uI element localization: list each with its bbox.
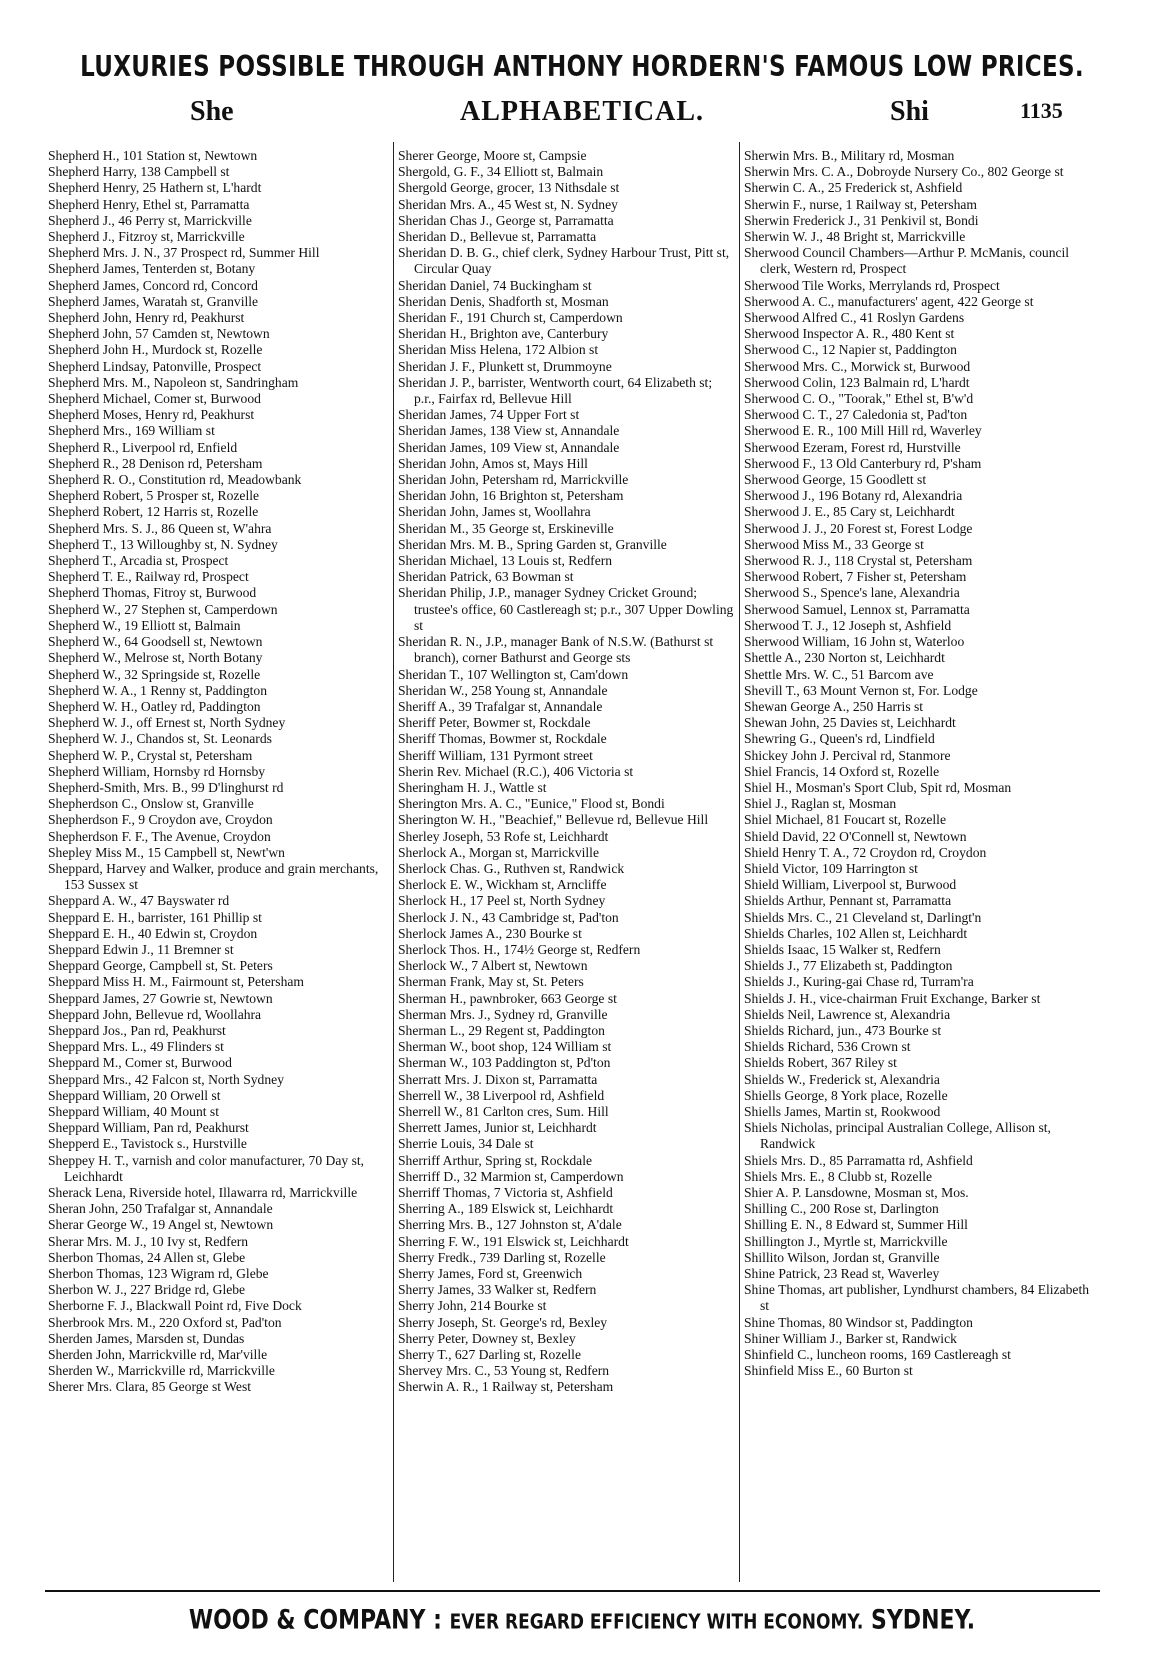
directory-entry: Shine Patrick, 23 Read st, Waverley xyxy=(744,1266,940,1282)
directory-entry: Sherlock H., 17 Peel st, North Sydney xyxy=(398,893,606,909)
directory-entry: Sherwin W. J., 48 Bright st, Marrickville xyxy=(744,229,966,245)
directory-entry: Shepherd Henry, Ethel st, Parramatta xyxy=(48,196,250,212)
directory-entry: Shiels Mrs. D., 85 Parramatta rd, Ashfield xyxy=(744,1152,973,1168)
directory-entry: Shepherd H., 101 Station st, Newtown xyxy=(48,148,258,163)
directory-entry: Shilling E. N., 8 Edward st, Summer Hill xyxy=(744,1217,968,1233)
directory-entry: Shield David, 22 O'Connell st, Newtown xyxy=(744,828,967,844)
directory-entry: Shepley Miss M., 15 Campbell st, Newt'wn xyxy=(48,844,285,860)
directory-entry: Sherwood C. O., "Toorak," Ethel st, B'w'd xyxy=(744,391,974,407)
directory-entry: Shevill T., 63 Mount Vernon st, For. Lodge xyxy=(744,682,978,698)
directory-entry: Sherry T., 627 Darling st, Rozelle xyxy=(398,1347,581,1363)
directory-entry: Shiner William J., Barker st, Randwick xyxy=(744,1330,957,1346)
directory-entry: Sherwood C. T., 27 Caledonia st, Pad'ton xyxy=(744,407,968,423)
directory-entry: Sherriff Thomas, 7 Victoria st, Ashfield xyxy=(398,1185,613,1200)
advert-slogan: EVER REGARD EFFICIENCY WITH ECONOMY. xyxy=(449,1610,864,1635)
directory-entry: Shiel Michael, 81 Foucart st, Rozelle xyxy=(744,812,946,828)
directory-entry: Sheriff Thomas, Bowmer st, Rockdale xyxy=(398,731,607,747)
directory-entry: Shepherd Michael, Comer st, Burwood xyxy=(48,391,261,407)
advert-city: SYDNEY. xyxy=(871,1605,976,1636)
directory-entry: Shepherdson F., 9 Croydon ave, Croydon xyxy=(48,812,273,828)
directory-entry: Sheridan Patrick, 63 Bowman st xyxy=(398,569,574,585)
advert-company: WOOD & COMPANY : xyxy=(188,1605,442,1636)
directory-entry: Shiels Nicholas, principal Australian College, Allison st, Randwick xyxy=(744,1120,1051,1152)
directory-entry: Sheridan Denis, Shadforth st, Mosman xyxy=(398,293,609,309)
directory-entry: Sheridan M., 35 George st, Erskineville xyxy=(398,520,614,536)
directory-entry: Sheridan R. N., J.P., manager Bank of N.S.W. (Bathurst st branch), corner Bathurst and George sts xyxy=(398,634,714,666)
directory-entry: Shepherd Mrs., 169 William st xyxy=(48,423,215,439)
directory-entry: Shields J., Kuring-gai Chase rd, Turram'ra xyxy=(744,974,974,990)
directory-entry: Shewring G., Queen's rd, Lindfield xyxy=(744,731,935,747)
directory-entry: Sheridan J. P., barrister, Wentworth court, 64 Elizabeth st; p.r., Fairfax rd, Bellevue Hill xyxy=(398,374,713,407)
directory-entry: Shields J., 77 Elizabeth st, Paddington xyxy=(744,958,953,974)
directory-entry: Sheridan Mrs. M. B., Spring Garden st, Granville xyxy=(398,536,667,552)
directory-entry: Shepherd Mrs. M., Napoleon st, Sandringham xyxy=(48,374,299,390)
directory-entry: Shepherd-Smith, Mrs. B., 99 D'linghurst rd xyxy=(48,779,284,795)
directory-entry: Sherlock J. N., 43 Cambridge st, Pad'ton xyxy=(398,909,619,925)
directory-entry: Sherwin Mrs. C. A., Dobroyde Nursery Co., 802 George st xyxy=(744,164,1064,180)
directory-entry: Sherratt Mrs. J. Dixon st, Parramatta xyxy=(398,1071,598,1087)
directory-entry: Shepherdson C., Onslow st, Granville xyxy=(48,796,254,812)
directory-entry: Shergold, G. F., 34 Elliott st, Balmain xyxy=(398,164,604,180)
directory-entry: Sherriff Arthur, Spring st, Rockdale xyxy=(398,1152,593,1168)
directory-entry: Sherwin C. A., 25 Frederick st, Ashfield xyxy=(744,180,963,196)
directory-entry: Sherlock E. W., Wickham st, Arncliffe xyxy=(398,877,607,893)
directory-entry: Sherman Frank, May st, St. Peters xyxy=(398,974,584,990)
directory-entry: Shettle Mrs. W. C., 51 Barcom ave xyxy=(744,666,934,682)
directory-entry: Shepherd James, Concord rd, Concord xyxy=(48,277,258,293)
directory-entry: Sheppard M., Comer st, Burwood xyxy=(48,1055,232,1071)
directory-entry: Sherwood T. J., 12 Joseph st, Ashfield xyxy=(744,617,952,633)
directory-entry: Sherry John, 214 Bourke st xyxy=(398,1298,547,1314)
directory-entry: Shepherd Lindsay, Patonville, Prospect xyxy=(48,358,262,374)
right-guide-word: Shi xyxy=(890,96,929,127)
directory-entry: Shine Thomas, art publisher, Lyndhurst chambers, 84 Elizabeth st xyxy=(744,1282,1090,1314)
directory-entry: Shield Henry T. A., 72 Croydon rd, Croydon xyxy=(744,844,987,860)
directory-entry: Shepherd James, Tenterden st, Botany xyxy=(48,261,256,277)
directory-entry: Sheridan F., 191 Church st, Camperdown xyxy=(398,310,623,326)
directory-entry: Shields Neil, Lawrence st, Alexandria xyxy=(744,1006,951,1022)
directory-entry: Sherwin Frederick J., 31 Penkivil st, Bondi xyxy=(744,212,979,228)
directory-entry: Sheridan John, 16 Brighton st, Petersham xyxy=(398,488,624,504)
directory-entry: Shepherd T., 13 Willoughby st, N. Sydney xyxy=(48,536,278,552)
directory-entry: Shiells James, Martin st, Rookwood xyxy=(744,1103,941,1119)
directory-entry: Sherwood C., 12 Napier st, Paddington xyxy=(744,342,957,358)
directory-entry: Sherry James, 33 Walker st, Redfern xyxy=(398,1282,597,1298)
directory-entry: Sherbon Thomas, 123 Wigram rd, Glebe xyxy=(48,1266,269,1282)
directory-entry: Shiells George, 8 York place, Rozelle xyxy=(744,1087,948,1103)
directory-entry: Sherring F. W., 191 Elswick st, Leichhardt xyxy=(398,1233,629,1249)
directory-entry: Shepherd Mrs. J. N., 37 Prospect rd, Summer Hill xyxy=(48,245,320,261)
directory-entry: Sheridan D. B. G., chief clerk, Sydney Harbour Trust, Pitt st, Circular Quay xyxy=(398,245,730,277)
directory-entry: Sherwood J., 196 Botany rd, Alexandria xyxy=(744,488,963,504)
directory-entry: Sheppard William, 20 Orwell st xyxy=(48,1087,221,1103)
directory-entry: Shepherd W., Melrose st, North Botany xyxy=(48,650,263,666)
directory-entry: Sheridan John, James st, Woollahra xyxy=(398,504,591,520)
directory-entry: Sherar George W., 19 Angel st, Newtown xyxy=(48,1217,274,1233)
directory-entry: Sheppard E. H., 40 Edwin st, Croydon xyxy=(48,925,258,941)
directory-entry: Sheridan John, Petersham rd, Marrickville xyxy=(398,472,629,488)
directory-entry: Shepherd W. A., 1 Renny st, Paddington xyxy=(48,682,268,698)
directory-entry: Shervey Mrs. C., 53 Young st, Redfern xyxy=(398,1363,610,1379)
directory-entry: Shepherd Moses, Henry rd, Peakhurst xyxy=(48,407,255,423)
directory-entry: Shepherd Robert, 12 Harris st, Rozelle xyxy=(48,504,259,520)
directory-entry: Shinfield Miss E., 60 Burton st xyxy=(744,1363,913,1379)
directory-entry: Shepherd W., 32 Springside st, Rozelle xyxy=(48,666,261,682)
directory-entry: Sherring A., 189 Elswick st, Leichhardt xyxy=(398,1201,614,1217)
directory-entry: Sheridan James, 74 Upper Fort st xyxy=(398,407,580,423)
directory-entry: Shergold George, grocer, 13 Nithsdale st xyxy=(398,180,620,196)
directory-entry: Sherrell W., 81 Carlton cres, Sum. Hill xyxy=(398,1103,609,1119)
page-number: 1135 xyxy=(1020,98,1063,123)
directory-entry: Sherwood A. C., manufacturers' agent, 422 George st xyxy=(744,293,1034,309)
directory-entry: Shepherd J., Fitzroy st, Marrickville xyxy=(48,229,245,245)
directory-entry: Sherer Mrs. Clara, 85 George st West xyxy=(48,1379,252,1395)
directory-entry: Sherwood F., 13 Old Canterbury rd, P'sham xyxy=(744,455,982,471)
directory-entry: Sheridan Chas J., George st, Parramatta xyxy=(398,212,614,228)
directory-entry: Sheppard, Harvey and Walker, produce and grain merchants, 153 Sussex st xyxy=(48,860,379,893)
directory-entry: Sherwood Tile Works, Merrylands rd, Prospect xyxy=(744,277,1000,293)
directory-entry: Shields Richard, jun., 473 Bourke st xyxy=(744,1022,942,1038)
directory-entry: Shepherd Thomas, Fitroy st, Burwood xyxy=(48,585,257,601)
directory-column-3 xyxy=(744,148,1090,1583)
directory-entry: Sherack Lena, Riverside hotel, Illawarra rd, Marrickville xyxy=(48,1185,358,1200)
directory-entry: Shepherd R., Liverpool rd, Enfield xyxy=(48,439,238,455)
directory-entry: Sheppard John, Bellevue rd, Woollahra xyxy=(48,1006,262,1022)
column-divider-right xyxy=(739,142,740,1582)
directory-entry: Sherley Joseph, 53 Rofe st, Leichhardt xyxy=(398,828,609,844)
directory-entry: Sherwood S., Spence's lane, Alexandria xyxy=(744,585,960,601)
directory-entry: Sheridan Michael, 13 Louis st, Redfern xyxy=(398,553,613,569)
page-title: ALPHABETICAL. xyxy=(459,96,705,127)
directory-entry: Sherwood Mrs. C., Morwick st, Burwood xyxy=(744,358,971,374)
directory-entry: Sherman W., 103 Paddington st, Pd'ton xyxy=(398,1055,611,1071)
directory-entry: Sherwood Colin, 123 Balmain rd, L'hardt xyxy=(744,374,970,390)
advert-banner-bottom xyxy=(0,1606,1164,1636)
directory-entry: Shier A. P. Lansdowne, Mosman st, Mos. xyxy=(744,1185,969,1200)
directory-entry: Shields J. H., vice-chairman Fruit Exchange, Barker st xyxy=(744,990,1041,1006)
directory-entry: Sherwin A. R., 1 Railway st, Petersham xyxy=(398,1379,614,1395)
directory-entry: Sherar Mrs. M. J., 10 Ivy st, Redfern xyxy=(48,1233,249,1249)
directory-entry: Shields Richard, 536 Crown st xyxy=(744,1039,911,1055)
directory-entry: Sheppard A. W., 47 Bayswater rd xyxy=(48,893,230,909)
directory-entry: Sherlock W., 7 Albert st, Newtown xyxy=(398,958,588,974)
directory-entry: Shine Thomas, 80 Windsor st, Paddington xyxy=(744,1314,973,1330)
directory-entry: Shepherd R. O., Constitution rd, Meadowbank xyxy=(48,472,302,488)
directory-entry: Sherry Peter, Downey st, Bexley xyxy=(398,1330,576,1346)
directory-entry: Shewan John, 25 Davies st, Leichhardt xyxy=(744,715,956,731)
directory-entry: Sheridan Daniel, 74 Buckingham st xyxy=(398,277,592,293)
directory-entry: Shepherd W. J., off Ernest st, North Sydney xyxy=(48,715,286,731)
left-guide-word: She xyxy=(190,96,234,127)
directory-entry: Shields Arthur, Pennant st, Parramatta xyxy=(744,893,952,909)
directory-entry: Sheridan Miss Helena, 172 Albion st xyxy=(398,342,599,358)
directory-entry: Shepherd William, Hornsby rd Hornsby xyxy=(48,763,266,779)
directory-entry: Sherbon Thomas, 24 Allen st, Glebe xyxy=(48,1249,246,1265)
directory-entry: Sheppard Miss H. M., Fairmount st, Petersham xyxy=(48,974,305,990)
directory-entry: Shinfield C., luncheon rooms, 169 Castlereagh st xyxy=(744,1347,1011,1363)
directory-entry: Sherwood J. E., 85 Cary st, Leichhardt xyxy=(744,504,955,520)
directory-entry: Sherman W., boot shop, 124 William st xyxy=(398,1039,612,1055)
directory-entry: Shepherd James, Waratah st, Granville xyxy=(48,293,259,309)
directory-entry: Sherlock Chas. G., Ruthven st, Randwick xyxy=(398,860,625,876)
directory-column-1 xyxy=(48,148,394,1583)
directory-entry: Sherry Joseph, St. George's rd, Bexley xyxy=(398,1314,608,1330)
directory-entry: Sherborne F. J., Blackwall Point rd, Five Dock xyxy=(48,1298,302,1314)
directory-entry: Shepherd R., 28 Denison rd, Petersham xyxy=(48,455,263,471)
directory-entry: Sheppard E. H., barrister, 161 Phillip st xyxy=(48,909,262,925)
directory-entry: Sherwood William, 16 John st, Waterloo xyxy=(744,634,965,650)
directory-entry: Shickey John J. Percival rd, Stanmore xyxy=(744,747,951,763)
directory-entry: Sheridan John, Amos st, Mays Hill xyxy=(398,455,588,471)
directory-entry: Shepherd W., 19 Elliott st, Balmain xyxy=(48,617,241,633)
directory-entry: Sherden James, Marsden st, Dundas xyxy=(48,1330,245,1346)
directory-entry: Shepherdson F. F., The Avenue, Croydon xyxy=(48,828,271,844)
directory-entry: Sherwood Miss M., 33 George st xyxy=(744,536,924,552)
directory-entry: Sheppard William, 40 Mount st xyxy=(48,1103,220,1119)
directory-entry: Shields Isaac, 15 Walker st, Redfern xyxy=(744,941,941,957)
directory-entry: Shepherd John, Henry rd, Peakhurst xyxy=(48,310,245,326)
directory-entry: Sheriff William, 131 Pyrmont street xyxy=(398,747,593,763)
directory-entry: Sheridan H., Brighton ave, Canterbury xyxy=(398,326,609,342)
directory-entry: Shewan George A., 250 Harris st xyxy=(744,698,924,714)
directory-entry: Shepherd John, 57 Camden st, Newtown xyxy=(48,326,270,342)
directory-entry: Sherlock A., Morgan st, Marrickville xyxy=(398,844,599,860)
directory-entry: Sherwood J. J., 20 Forest st, Forest Lodge xyxy=(744,520,973,536)
directory-entry: Sheppard Jos., Pan rd, Peakhurst xyxy=(48,1022,226,1038)
directory-entry: Sheppard William, Pan rd, Peakhurst xyxy=(48,1120,249,1136)
directory-entry: Shields Mrs. C., 21 Cleveland st, Darlingt'n xyxy=(744,909,982,925)
directory-entry: Sherwood Ezeram, Forest rd, Hurstville xyxy=(744,439,961,455)
directory-entry: Shepherd T. E., Railway rd, Prospect xyxy=(48,569,249,585)
directory-entry: Sheppard Mrs. L., 49 Flinders st xyxy=(48,1039,224,1055)
directory-entry: Shepherd W. H., Oatley rd, Paddington xyxy=(48,698,261,714)
directory-entry: Shepherd J., 46 Perry st, Marrickville xyxy=(48,212,252,228)
directory-entry: Sheppey H. T., varnish and color manufacturer, 70 Day st, Leichhardt xyxy=(48,1152,365,1184)
directory-entry: Sheriff A., 39 Trafalgar st, Annandale xyxy=(398,698,603,714)
directory-entry: Shields Charles, 102 Allen st, Leichhardt xyxy=(744,925,968,941)
directory-entry: Sherden W., Marrickville rd, Marrickville xyxy=(48,1363,275,1379)
directory-entry: Sherwood Inspector A. R., 480 Kent st xyxy=(744,326,955,342)
directory-entry: Sheridan Philip, J.P., manager Sydney Cricket Ground; trustee's office, 60 Castlereagh st; p.r., 307 Upper Dowling st xyxy=(398,585,734,633)
directory-entry: Shiel J., Raglan st, Mosman xyxy=(744,796,897,812)
directory-entry: Sherman Mrs. J., Sydney rd, Granville xyxy=(398,1006,608,1022)
directory-entry: Sheringham H. J., Wattle st xyxy=(398,779,547,795)
directory-entry: Sherington Mrs. A. C., "Eunice," Flood st, Bondi xyxy=(398,796,665,812)
directory-entry: Sheppard James, 27 Gowrie st, Newtown xyxy=(48,990,273,1006)
directory-entry: Shepherd T., Arcadia st, Prospect xyxy=(48,553,229,569)
directory-entry: Shettle A., 230 Norton st, Leichhardt xyxy=(744,650,945,666)
directory-entry: Sherington W. H., "Beachief," Bellevue rd, Bellevue Hill xyxy=(398,812,709,828)
directory-entry: Sherbrook Mrs. M., 220 Oxford st, Pad'ton xyxy=(48,1314,282,1330)
directory-entry: Sherwin Mrs. B., Military rd, Mosman xyxy=(744,148,955,163)
directory-entry: Shiel H., Mosman's Sport Club, Spit rd, Mosman xyxy=(744,779,1012,795)
directory-entry: Sherwood Council Chambers—Arthur P. McManis, council clerk, Western rd, Prospect xyxy=(744,245,1070,277)
directory-entry: Sheran John, 250 Trafalgar st, Annandale xyxy=(48,1201,273,1217)
directory-entry: Sherman H., pawnbroker, 663 George st xyxy=(398,990,617,1006)
directory-entry: Sherry James, Ford st, Greenwich xyxy=(398,1266,583,1282)
directory-entry: Sherer George, Moore st, Campsie xyxy=(398,148,587,163)
directory-entry: Shepherd W., 27 Stephen st, Camperdown xyxy=(48,601,278,617)
directory-entry: Sheridan W., 258 Young st, Annandale xyxy=(398,682,608,698)
directory-entry: Sheridan T., 107 Wellington st, Cam'down xyxy=(398,666,629,682)
directory-entry: Shepherd W., 64 Goodsell st, Newtown xyxy=(48,634,263,650)
directory-entry: Shepherd Robert, 5 Prosper st, Rozelle xyxy=(48,488,260,504)
directory-entry: Shields Robert, 367 Riley st xyxy=(744,1055,897,1071)
directory-entry: Sherring Mrs. B., 127 Johnston st, A'dale xyxy=(398,1217,622,1233)
directory-entry: Shillington J., Myrtle st, Marrickville xyxy=(744,1233,948,1249)
directory-entry: Sherlock James A., 230 Bourke st xyxy=(398,925,582,941)
directory-entry: Sherwin F., nurse, 1 Railway st, Petersham xyxy=(744,196,977,212)
directory-entry: Shepherd John H., Murdock st, Rozelle xyxy=(48,342,263,358)
directory-entry: Sheridan J. F., Plunkett st, Drummoyne xyxy=(398,358,612,374)
directory-entry: Sherin Rev. Michael (R.C.), 406 Victoria st xyxy=(398,763,634,779)
directory-entry: Sheridan James, 138 View st, Annandale xyxy=(398,423,620,439)
directory-entry: Sherman L., 29 Regent st, Paddington xyxy=(398,1022,605,1038)
directory-entry: Shepherd Henry, 25 Hathern st, L'hardt xyxy=(48,180,262,196)
directory-entry: Sherrett James, Junior st, Leichhardt xyxy=(398,1120,597,1136)
directory-entry: Sheppard Mrs., 42 Falcon st, North Sydney xyxy=(48,1071,284,1087)
directory-entry: Sheppard George, Campbell st, St. Peters xyxy=(48,958,273,974)
directory-entry: Sherrie Louis, 34 Dale st xyxy=(398,1136,534,1152)
directory-entry: Shillito Wilson, Jordan st, Granville xyxy=(744,1249,940,1265)
directory-entry: Sheridan James, 109 View st, Annandale xyxy=(398,439,620,455)
advert-banner-top: LUXURIES POSSIBLE THROUGH ANTHONY HORDERN'S FAMOUS LOW PRICES. xyxy=(80,50,1084,84)
directory-entry: Shepperd E., Tavistock s., Hurstville xyxy=(48,1136,247,1152)
directory-entry: Sherry Fredk., 739 Darling st, Rozelle xyxy=(398,1249,606,1265)
directory-entry: Sheriff Peter, Bowmer st, Rockdale xyxy=(398,715,591,731)
directory-entry: Sheridan Mrs. A., 45 West st, N. Sydney xyxy=(398,196,618,212)
directory-entry: Shepherd Harry, 138 Campbell st xyxy=(48,164,230,180)
directory-entry: Sherbon W. J., 227 Bridge rd, Glebe xyxy=(48,1282,246,1298)
directory-entry: Shilling C., 200 Rose st, Darlington xyxy=(744,1201,939,1217)
directory-entry: Shiels Mrs. E., 8 Clubb st, Rozelle xyxy=(744,1168,933,1184)
directory-entry: Sherrell W., 38 Liverpool rd, Ashfield xyxy=(398,1087,605,1103)
directory-entry: Shield William, Liverpool st, Burwood xyxy=(744,877,957,893)
directory-entry: Sherwood Alfred C., 41 Roslyn Gardens xyxy=(744,310,965,326)
directory-entry: Sherwood E. R., 100 Mill Hill rd, Waverley xyxy=(744,423,982,439)
directory-entry: Sheridan D., Bellevue st, Parramatta xyxy=(398,229,597,245)
directory-column-2 xyxy=(398,148,736,1583)
directory-entry: Sherwood R. J., 118 Crystal st, Petersham xyxy=(744,553,973,569)
directory-entry: Sheppard Edwin J., 11 Bremner st xyxy=(48,941,234,957)
directory-entry: Sherriff D., 32 Marmion st, Camperdown xyxy=(398,1168,624,1184)
directory-entry: Shepherd W. P., Crystal st, Petersham xyxy=(48,747,253,763)
page-header xyxy=(0,96,1164,132)
directory-entry: Shiel Francis, 14 Oxford st, Rozelle xyxy=(744,763,940,779)
directory-entry: Shields W., Frederick st, Alexandria xyxy=(744,1071,940,1087)
directory-entry: Sherwood George, 15 Goodlett st xyxy=(744,472,927,488)
directory-entry: Shepherd W. J., Chandos st, St. Leonards xyxy=(48,731,272,747)
directory-entry: Sherden John, Marrickville rd, Mar'ville xyxy=(48,1347,268,1363)
directory-entry: Shepherd Mrs. S. J., 86 Queen st, W'ahra xyxy=(48,520,272,536)
directory-entry: Sherwood Samuel, Lennox st, Parramatta xyxy=(744,601,970,617)
footer-rule xyxy=(45,1590,1100,1592)
directory-entry: Shield Victor, 109 Harrington st xyxy=(744,860,918,876)
directory-entry: Sherwood Robert, 7 Fisher st, Petersham xyxy=(744,569,967,585)
directory-entry: Sherlock Thos. H., 174½ George st, Redfern xyxy=(398,941,641,957)
